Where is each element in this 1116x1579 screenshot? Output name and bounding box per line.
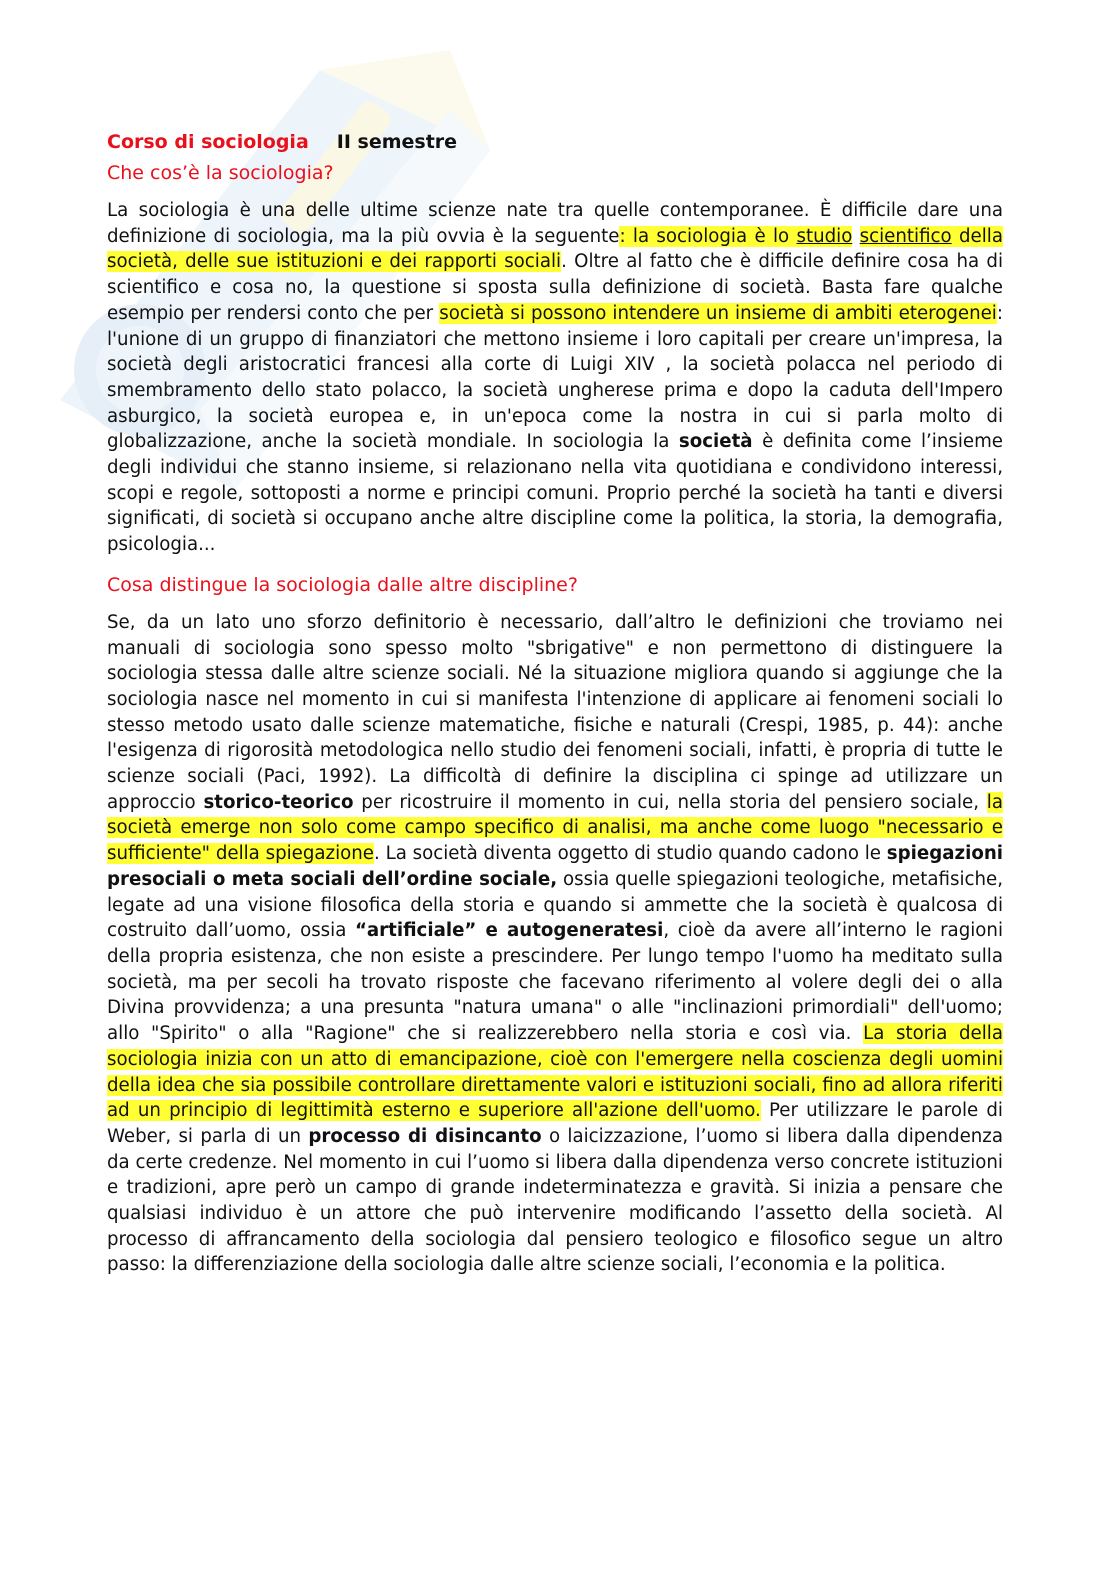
document-page: [107, 128, 1003, 1290]
text-run: . La società diventa oggetto di studio quando cadono le: [374, 843, 887, 865]
highlighted-text: : la sociologia è lo: [619, 225, 797, 247]
bold-term: spiegazioni presociali o meta sociali dell’ordine sociale,: [107, 843, 1003, 890]
text-run: ossia quelle spiegazioni teologiche, metafisiche, legate ad una visione filosofica della storia e quando si ammette che la società è qualcosa di costruito dall’uomo, ossia: [107, 868, 1003, 942]
text-run: , cioè da avere all’interno le ragioni della propria esistenza, che non esiste a prescindere. Per lungo tempo l'uomo ha meditato sulla società, ma per secoli ha trovato risposte che facevano riferimento al volere degli dei o alla Divina provvidenza; a una presunta "natura umana" o alle "inclinazioni primordiali" dell'uomo; allo "Spirito" o alla "Ragione" che si realizzerebbero nella storia e così via.: [107, 920, 1004, 1045]
highlighted-text: la società emerge non solo come campo specifico di analisi, ma anche come luogo "necessario e sufficiente" della spiegazione: [107, 791, 1003, 865]
section-heading-distinguish: Cosa distingue la sociologia dalle altre discipline?: [107, 573, 578, 596]
text-run: . Oltre al fatto che è difficile definire cosa ha di scientifico e cosa no, la questione si sposta sulla definizione di società. Basta fare qualche esempio per rendersi conto che per: [107, 251, 1003, 324]
semester-label: II semestre: [336, 131, 458, 153]
text-run: per ricostruire il momento in cui, nella storia del pensiero sociale,: [353, 791, 987, 813]
course-title: Corso di sociologia: [107, 131, 309, 153]
text-run: Per utilizzare le parole di Weber, si parla di un: [107, 1100, 1003, 1147]
bold-term: società: [678, 431, 753, 453]
highlighted-text: La storia della sociologia inizia con un atto di emancipazione, cioè con l'emergere nella coscienza degli uomini della idea che sia possibile controllare direttamente valori e istituzioni sociali, fino ad allora riferiti ad un principio di legittimità esterno e superiore all'azione dell'uomo.: [107, 1023, 1003, 1122]
text-run: La sociologia è una delle ultime scienze nate tra quelle contemporanee. È difficile dare una definizione di sociologia, ma la più ovvia è la seguente: [107, 200, 1003, 247]
paragraph-definition: [107, 198, 1003, 558]
bold-term: processo di disincanto: [308, 1125, 542, 1147]
text-run: o laicizzazione, l’uomo si libera dalla dipendenza da certe credenze. Nel momento in cui l’uomo si libera dalla dipendenza verso concrete istituzioni e tradizioni, apre però un campo di grande indeterminatezza e gravità. Si inizia a pensare che qualsiasi individuo è un attore che può intervenire modificando l’assetto della società. Al processo di affrancamento della sociologia dal pensiero teologico e filosofico segue un altro passo: la differenziazione della sociologia dalle altre scienze sociali, l’economia e la politica.: [107, 1125, 1003, 1276]
document-title: [107, 128, 1003, 156]
paragraph-distinction: [107, 610, 1003, 1278]
text-run: Se, da un lato uno sforzo definitorio è necessario, dall’altro le definizioni che troviamo nei manuali di sociologia sono spesso molto "sbrigative" e non permettono di distinguere la sociologia stessa dalle altre scienze sociali. Né la situazione migliora quando si aggiunge che la sociologia nasce nel momento in cui si manifesta l'intenzione di applicare ai fenomeni sociali lo stesso metodo usato dalle scienze matematiche, fisiche e naturali (Crespi, 1985, p. 44): anche l'esigenza di rigorosità metodologica nello studio dei fenomeni sociali, infatti, è propria di tutte le scienze sociali (Paci, 1992). La difficoltà di definire la disciplina ci spinge ad utilizzare un approccio: [107, 611, 1003, 813]
highlighted-underlined-text: studio: [796, 225, 853, 247]
text-run: è definita come l’insieme degli individui che stanno insieme, si relazionano nella vita quotidiana e condividono interessi, scopi e regole, sottoposti a norme e principi comuni. Proprio perché la società ha tanti e diversi significati, di società si occupano anche altre discipline come la politica, la storia, la demografia, psicologia...: [107, 431, 1003, 556]
highlighted-underlined-text: scientifico: [859, 225, 952, 247]
text-run: : l'unione di un gruppo di finanziatori che mettono insieme i loro capitali per creare un'impresa, la società degli aristocratici francesi alla corte di Luigi XIV , la società polacca nel periodo di smembramento dello stato polacco, la società ungherese prima e dopo la caduta dell'Impero asburgico, la società europea e, in un'epoca come la nostra in cui si parla molto di globalizzazione, anche la società mondiale. In sociologia la: [107, 302, 1003, 453]
section-heading-what-is: Che cos’è la sociologia?: [107, 162, 334, 184]
highlighted-text: della società, delle sue istituzioni e dei rapporti sociali: [107, 225, 1003, 273]
bold-term: “artificiale” e autogeneratesi: [354, 920, 664, 942]
highlighted-text: società si possono intendere un insieme di ambiti eterogenei: [439, 302, 997, 324]
bold-term: storico-teorico: [203, 791, 354, 813]
